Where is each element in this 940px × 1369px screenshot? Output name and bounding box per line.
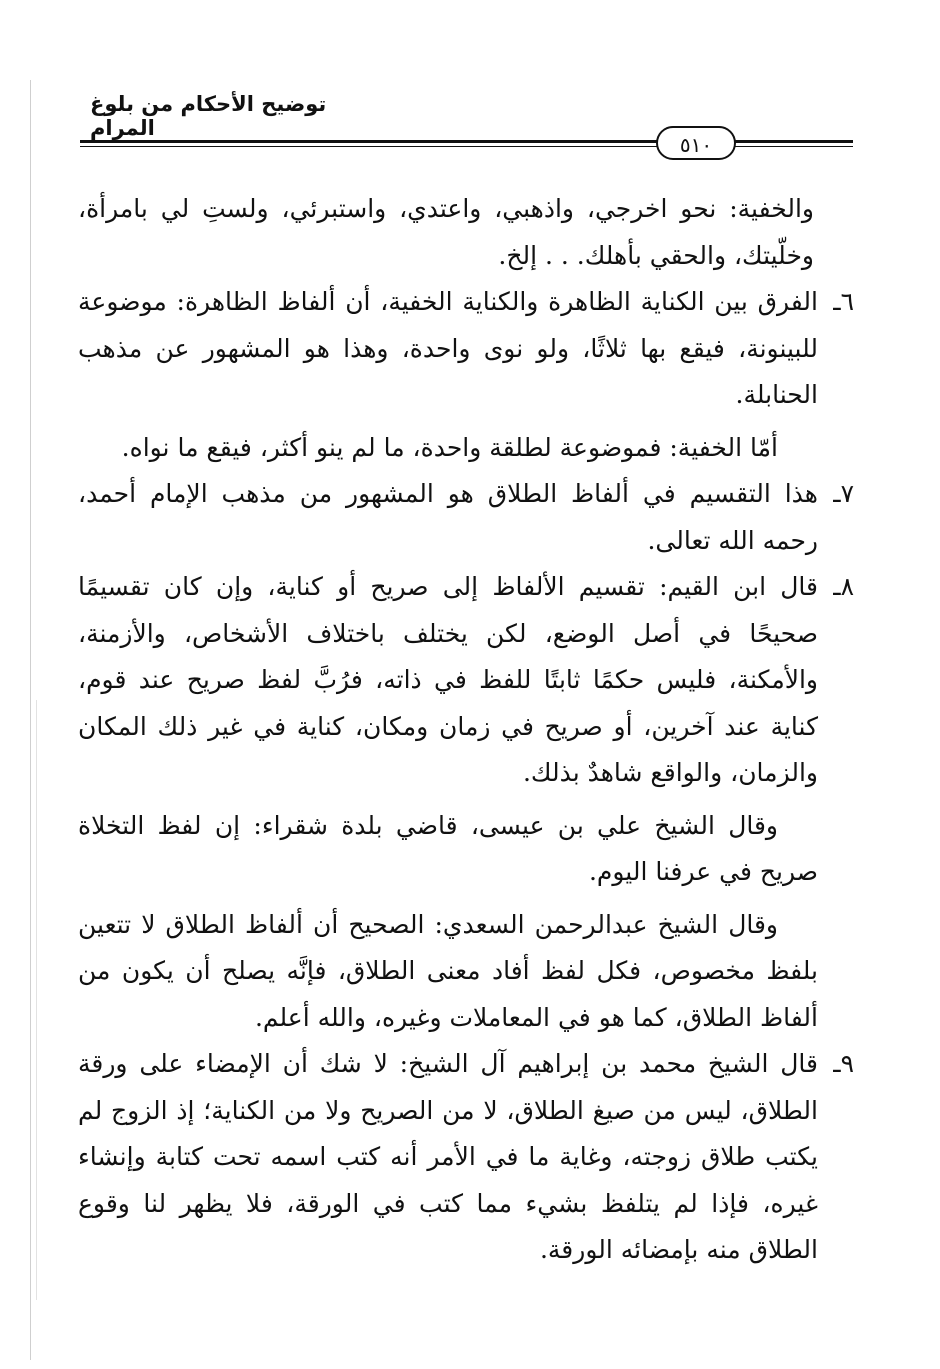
- item-number: ٧ـ: [833, 479, 854, 508]
- item-text: قال الشيخ محمد بن إبراهيم آل الشيخ: لا شك أن الإمضاء على ورقة الطلاق، ليس من صيغ الطلاق، لا من الصريح ولا من الكناية؛ إذ الزوج لم يكتب طلاق زوجته، وغاية ما في الأمر أنه كتب اسمه تحت كتابة وإنشاء غيره، فإذا لم يتلفظ بشيء مما كتب في الورقة، فلا يظهر لنا وقوع الطلاق منه بإمضائه الورقة.: [78, 1049, 818, 1264]
- header-rule-left-thin: [80, 146, 658, 147]
- item-text: الفرق بين الكناية الظاهرة والكناية الخفية، أن ألفاظ الظاهرة: موضوعة للبينونة، فيقع بها ثلاثًا، ولو نوى واحدة، وهذا هو المشهور عن مذهب الحنابلة.: [78, 287, 818, 409]
- page-edge-line: [30, 80, 31, 1360]
- paragraph: أمّا الخفية: فموضوعة لطلقة واحدة، ما لم ينو أكثر، فيقع ما نواه.: [121, 432, 778, 462]
- running-header-title: توضيح الأحكام من بلوغ المرام: [90, 92, 327, 140]
- page-body: [78, 186, 854, 1274]
- item-number: ٦ـ: [833, 287, 854, 316]
- header-rule-right: [735, 140, 853, 143]
- item-text: قال ابن القيم: تقسيم الألفاظ إلى صريح أو كناية، وإن كان تقسيمًا صحيحًا في أصل الوضع، لكن يختلف باختلاف الأشخاص، والأزمنة، والأمكنة، فليس حكمًا ثابتًا للفظ في ذاته، فرُبَّ لفظ صريح عند قوم، كناية عند آخرين، أو صريح في زمان ومكان، كناية في غير ذلك المكان والزمان، والواقع شاهدٌ بذلك.: [78, 572, 818, 787]
- continuation-paragraph: والخفية: نحو اخرجي، واذهبي، واعتدي، واستبرئي، ولستِ لي بامرأة، وخلّيتك، والحقي بأهلك. . . إلخ.: [78, 194, 814, 270]
- list-item-6: [78, 279, 854, 419]
- paragraph: وقال الشيخ علي بن عيسى، قاضي بلدة شقراء: إن لفظ التخلاة صريح في عرفنا اليوم.: [78, 810, 818, 886]
- list-item-7: [78, 471, 854, 564]
- paragraph: وقال الشيخ عبدالرحمن السعدي: الصحيح أن ألفاظ الطلاق لا تتعين بلفظ مخصوص، فكل لفظ أفاد معنى الطلاق، فإنَّه يصلح أن يكون من ألفاظ الطلاق، كما هو في المعاملات وغيره، والله أعلم.: [78, 909, 818, 1032]
- header-rule-right-thin: [735, 146, 853, 147]
- page-edge-line-secondary: [36, 700, 37, 1300]
- list-item-9: [78, 1041, 854, 1274]
- item-number: ٩ـ: [833, 1049, 854, 1078]
- list-item-8: [78, 564, 854, 797]
- header-rule-left: [80, 140, 658, 143]
- page-number: ٥١٠: [656, 126, 736, 160]
- item-number: ٨ـ: [833, 572, 854, 601]
- item-text: هذا التقسيم في ألفاظ الطلاق هو المشهور من مذهب الإمام أحمد، رحمه الله تعالى.: [78, 479, 818, 555]
